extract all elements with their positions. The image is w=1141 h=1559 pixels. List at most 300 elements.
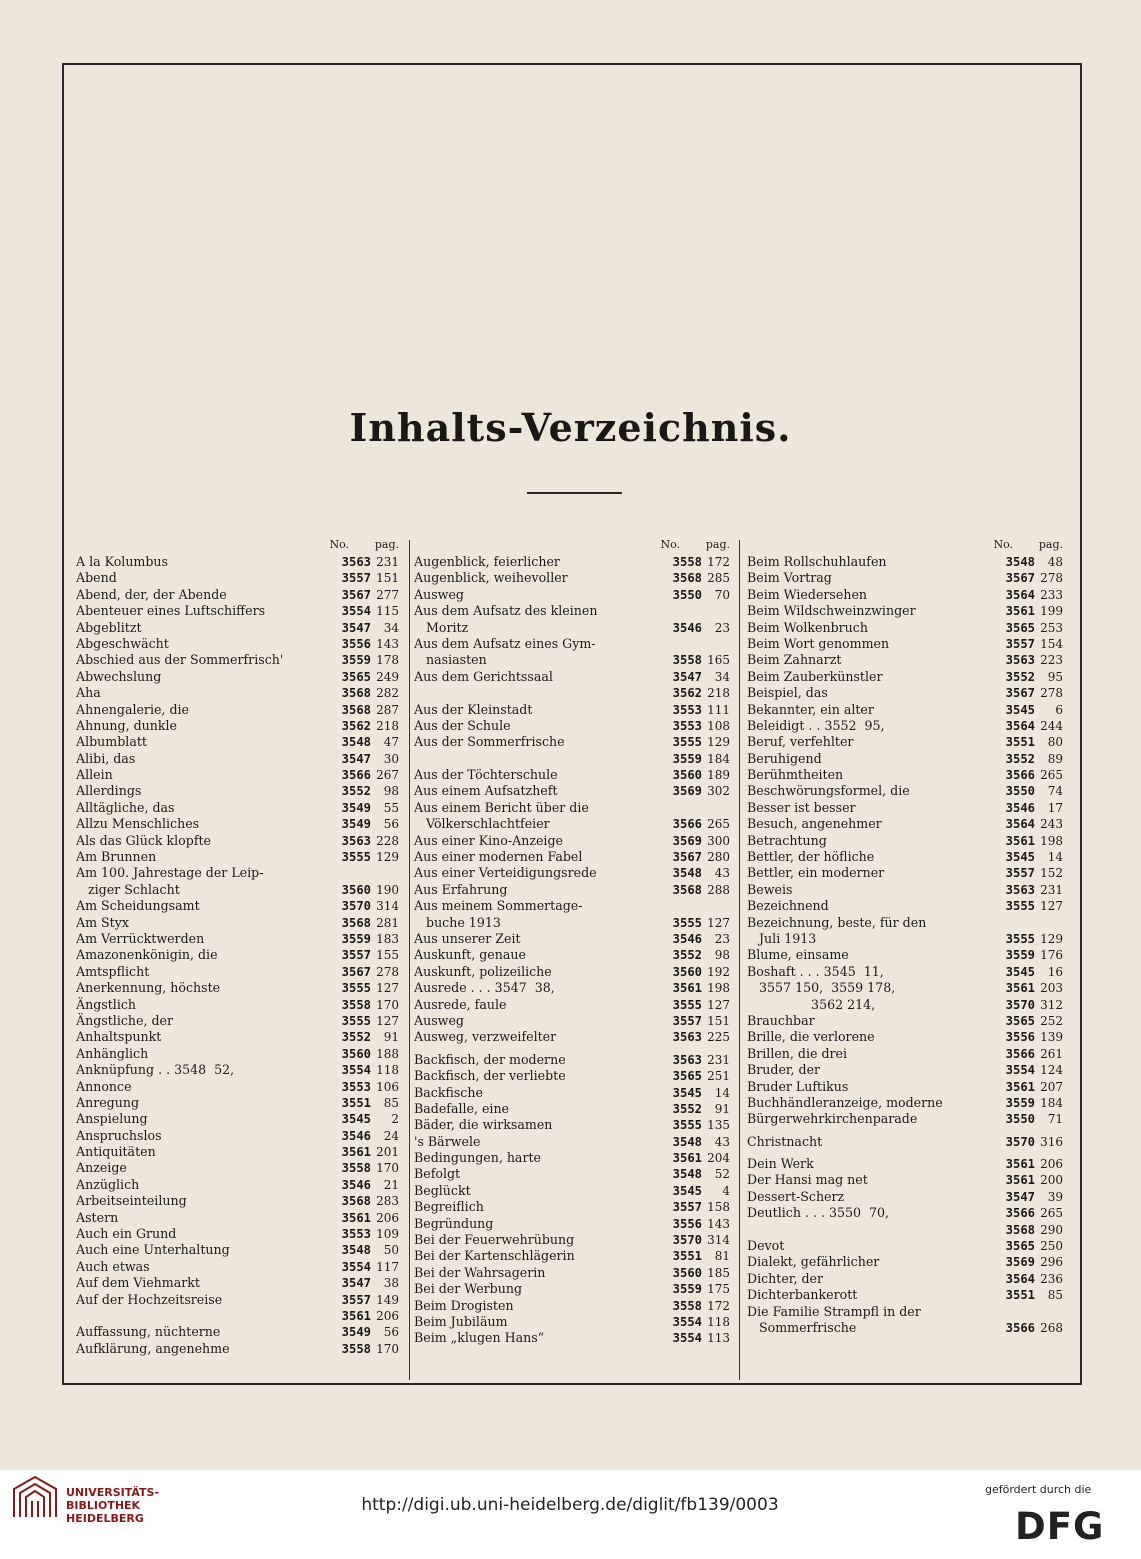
index-entry xyxy=(76,1226,401,1242)
entry-title: Beim Jubiläum xyxy=(414,1313,508,1329)
page-number: 55 xyxy=(383,800,399,815)
page-number: 188 xyxy=(376,1046,399,1061)
index-entry xyxy=(414,734,732,750)
index-entry xyxy=(414,767,732,783)
page-number: 124 xyxy=(1040,1063,1063,1078)
page-number: 198 xyxy=(707,981,730,996)
library-name-line: BIBLIOTHEK xyxy=(66,1499,141,1512)
entry-title: Anregung xyxy=(76,1094,140,1110)
entry-title: Aus dem Aufsatz des kleinen xyxy=(414,603,598,619)
issue-number: 3569 xyxy=(1005,1255,1035,1270)
page-title: Inhalts-Verzeichnis. xyxy=(349,405,792,450)
entry-title: Ahnung, dunkle xyxy=(76,717,178,733)
issue-number: 3555 xyxy=(341,981,371,996)
issue-number: 3556 xyxy=(1005,1030,1035,1045)
entry-title: Bruder, der xyxy=(747,1062,821,1078)
issue-number: 3569 xyxy=(672,784,702,799)
issue-number: 3560 xyxy=(672,768,702,783)
issue-number: 3556 xyxy=(341,636,371,651)
entry-title: Völkerschlachtfeier xyxy=(414,816,550,832)
entry-title: Betrachtung xyxy=(747,832,827,848)
page-number: 265 xyxy=(1040,768,1063,783)
index-entry xyxy=(747,964,1065,980)
index-entry xyxy=(414,1314,732,1330)
column-divider xyxy=(409,540,410,1380)
index-entry xyxy=(747,1304,1065,1320)
column-header xyxy=(76,538,401,554)
entry-title: Aus der Kleinstadt xyxy=(414,701,533,717)
issue-number: 3561 xyxy=(1005,1157,1035,1172)
issue-number: 3545 xyxy=(341,1112,371,1127)
index-entry xyxy=(747,587,1065,603)
index-entry xyxy=(747,783,1065,799)
page-number: 192 xyxy=(707,964,730,979)
issue-number: 3555 xyxy=(341,1013,371,1028)
index-entry xyxy=(414,636,732,652)
page-number: 43 xyxy=(714,866,730,881)
page-number: 89 xyxy=(1047,751,1063,766)
issue-number: 3565 xyxy=(341,669,371,684)
issue-number: 3563 xyxy=(672,1052,702,1067)
index-entry xyxy=(76,783,401,799)
entry-title: Beispiel, das xyxy=(747,685,828,701)
university-library-logo-icon xyxy=(10,1473,60,1521)
issue-number: 3559 xyxy=(672,1282,702,1297)
page-number: 278 xyxy=(1040,571,1063,586)
index-entry xyxy=(747,1238,1065,1254)
entry-title: Beim „klugen Hans“ xyxy=(414,1330,545,1346)
page-number: 252 xyxy=(1040,1013,1063,1028)
entry-title: Aus der Sommerfrische xyxy=(414,734,565,750)
index-entry xyxy=(76,1177,401,1193)
issue-number: 3568 xyxy=(672,882,702,897)
page-number: 249 xyxy=(376,669,399,684)
page-number: 52 xyxy=(714,1167,730,1182)
entry-title: Auch eine Unterhaltung xyxy=(76,1242,230,1258)
page-number: 277 xyxy=(376,587,399,602)
issue-number: 3557 xyxy=(1005,866,1035,881)
issue-number: 3545 xyxy=(672,1085,702,1100)
page-number: 48 xyxy=(1047,555,1063,569)
entry-title: Juli 1913 xyxy=(747,930,817,946)
issue-number: 3557 xyxy=(341,571,371,586)
issue-number: 3568 xyxy=(341,1194,371,1209)
page-header: pag. xyxy=(705,538,730,551)
issue-number: 3561 xyxy=(672,981,702,996)
index-entry xyxy=(747,734,1065,750)
issue-number: 3553 xyxy=(341,1079,371,1094)
entry-title: Am 100. Jahrestage der Leip- xyxy=(76,865,264,881)
page-number: 170 xyxy=(376,1341,399,1356)
page-number: 206 xyxy=(1040,1157,1063,1172)
page-number: 204 xyxy=(707,1151,730,1166)
issue-number: 3551 xyxy=(1005,735,1035,750)
page-number: 281 xyxy=(376,915,399,930)
entry-title: 's Bärwele xyxy=(414,1133,481,1149)
page-number: 176 xyxy=(1040,948,1063,963)
page-number: 151 xyxy=(707,1013,730,1028)
issue-number: 3565 xyxy=(1005,620,1035,635)
page-number: 113 xyxy=(707,1331,730,1346)
index-entry xyxy=(747,947,1065,963)
page-number: 265 xyxy=(1040,1206,1063,1221)
page-number: 170 xyxy=(376,997,399,1012)
page-number: 172 xyxy=(707,1298,730,1313)
issue-number: 3564 xyxy=(1005,718,1035,733)
issue-number: 3555 xyxy=(1005,931,1035,946)
page-number: 185 xyxy=(707,1265,730,1280)
issue-number: 3567 xyxy=(1005,686,1035,701)
index-entry xyxy=(414,947,732,963)
issue-number: 3566 xyxy=(1005,768,1035,783)
page-number: 118 xyxy=(707,1314,730,1329)
page-number: 218 xyxy=(376,718,399,733)
index-entry xyxy=(414,685,732,701)
issue-number: 3552 xyxy=(341,1030,371,1045)
entry-title: Badefalle, eine xyxy=(414,1100,510,1116)
entry-title: Beruf, verfehlter xyxy=(747,734,854,750)
issue-number: 3557 xyxy=(1005,636,1035,651)
issue-number: 3566 xyxy=(672,817,702,832)
entry-title: Auf der Hochzeitsreise xyxy=(76,1291,223,1307)
issue-number: 3563 xyxy=(341,833,371,848)
index-entry xyxy=(76,1079,401,1095)
page-number: 199 xyxy=(1040,604,1063,619)
page-number: 175 xyxy=(707,1282,730,1297)
issue-number: 3558 xyxy=(672,653,702,668)
index-entry xyxy=(414,980,732,996)
entry-title: Ängstlich xyxy=(76,996,137,1012)
entry-title: Devot xyxy=(747,1238,785,1254)
entry-title: Bedingungen, harte xyxy=(414,1150,541,1166)
library-name-line: HEIDELBERG xyxy=(66,1512,144,1525)
index-entry xyxy=(76,669,401,685)
index-entry xyxy=(76,570,401,586)
entry-title: Moritz xyxy=(414,619,469,635)
issue-number: 3560 xyxy=(672,1265,702,1280)
index-entry xyxy=(747,636,1065,652)
page-number: 4 xyxy=(722,1183,730,1198)
issue-number: 3561 xyxy=(1005,981,1035,996)
issue-number: 3547 xyxy=(341,751,371,766)
index-entry xyxy=(414,702,732,718)
page-number: 6 xyxy=(1055,702,1063,717)
page-number: 56 xyxy=(383,817,399,832)
entry-title: Augenblick, feierlicher xyxy=(414,554,560,569)
issue-number: 3558 xyxy=(341,1341,371,1356)
number-header: No. xyxy=(329,538,349,551)
page-number: 30 xyxy=(383,751,399,766)
issue-number: 3552 xyxy=(341,784,371,799)
column-header xyxy=(747,538,1065,554)
page-number: 71 xyxy=(1047,1112,1063,1127)
entry-title: Bezeichnend xyxy=(747,898,829,914)
issue-number: 3551 xyxy=(672,1249,702,1264)
entry-title: Am Scheidungsamt xyxy=(76,898,200,914)
index-entry xyxy=(747,849,1065,865)
page-number: 267 xyxy=(376,768,399,783)
funding-caption: gefördert durch die xyxy=(985,1483,1092,1496)
entry-title: Besuch, angenehmer xyxy=(747,816,882,832)
page-number: 243 xyxy=(1040,817,1063,832)
page-number: 129 xyxy=(1040,931,1063,946)
issue-number: 3555 xyxy=(672,915,702,930)
entry-title: buche 1913 xyxy=(414,914,501,930)
entry-title: Bekannter, ein alter xyxy=(747,701,874,717)
entry-title: Allerdings xyxy=(76,783,142,799)
page-number: 111 xyxy=(707,702,730,717)
index-entry xyxy=(76,587,401,603)
index-entry xyxy=(76,603,401,619)
issue-number: 3554 xyxy=(672,1331,702,1346)
issue-number: 3551 xyxy=(1005,1288,1035,1303)
page-number: 206 xyxy=(376,1308,399,1323)
entry-title: Antiquitäten xyxy=(76,1144,156,1160)
entry-title: Beim Drogisten xyxy=(414,1297,514,1313)
entry-title: Aus unserer Zeit xyxy=(414,930,521,946)
index-entry xyxy=(76,1275,401,1291)
issue-number: 3561 xyxy=(341,1308,371,1323)
entry-title: Begreiflich xyxy=(414,1199,484,1215)
page-number: 108 xyxy=(707,718,730,733)
page-number: 81 xyxy=(714,1249,730,1264)
index-entry xyxy=(76,997,401,1013)
issue-number: 3559 xyxy=(1005,948,1035,963)
entry-title: Auf dem Viehmarkt xyxy=(76,1275,200,1291)
index-entry xyxy=(76,833,401,849)
page-number: 316 xyxy=(1040,1134,1063,1149)
index-entry xyxy=(414,1265,732,1281)
entry-title: 3557 150, 3559 178, xyxy=(747,980,896,996)
page-number: 218 xyxy=(707,686,730,701)
entry-title: Bezeichnung, beste, für den xyxy=(747,914,927,930)
page-number: 14 xyxy=(714,1085,730,1100)
issue-number: 3549 xyxy=(341,817,371,832)
entry-title: Begründung xyxy=(414,1215,494,1231)
index-entry xyxy=(747,554,1065,570)
index-entry xyxy=(414,931,732,947)
page-number: 34 xyxy=(714,669,730,684)
index-entry xyxy=(76,1046,401,1062)
issue-number: 3548 xyxy=(341,735,371,750)
issue-number: 3566 xyxy=(341,768,371,783)
entry-title: Dialekt, gefährlicher xyxy=(747,1254,880,1270)
page-number: 21 xyxy=(383,1177,399,1192)
entry-title: Beim Rollschuhlaufen xyxy=(747,554,887,569)
page-number: 278 xyxy=(1040,686,1063,701)
index-entry xyxy=(76,1095,401,1111)
page-number: 16 xyxy=(1047,964,1063,979)
library-name-line: UNIVERSITÄTS- xyxy=(66,1486,160,1499)
page-number: 189 xyxy=(707,768,730,783)
entry-title: Bürgerwehrkirchenparade xyxy=(747,1111,918,1127)
index-entry xyxy=(747,1205,1065,1221)
issue-number: 3555 xyxy=(672,997,702,1012)
issue-number: 3552 xyxy=(1005,669,1035,684)
entry-title: Beim Wildschweinzwinger xyxy=(747,603,916,619)
index-entry xyxy=(76,915,401,931)
issue-number: 3551 xyxy=(341,1095,371,1110)
entry-title: Der Hansi mag net xyxy=(747,1172,868,1188)
index-entry xyxy=(747,931,1065,947)
index-entry xyxy=(414,1013,732,1029)
permalink-url[interactable]: http://digi.ub.uni-heidelberg.de/diglit/fb139/0003 xyxy=(361,1495,779,1515)
page-number: 56 xyxy=(383,1325,399,1340)
issue-number: 3560 xyxy=(672,964,702,979)
page-number: 127 xyxy=(376,981,399,996)
column-divider xyxy=(739,540,740,1380)
index-entry xyxy=(414,603,732,619)
number-header: No. xyxy=(993,538,1013,551)
page-number: 2 xyxy=(391,1112,399,1127)
page-number: 154 xyxy=(1040,636,1063,651)
index-entry xyxy=(747,570,1065,586)
issue-number: 3552 xyxy=(672,1101,702,1116)
entry-title: Sommerfrische xyxy=(747,1319,857,1335)
issue-number: 3545 xyxy=(1005,850,1035,865)
entry-title: Ausrede . . . 3547 38, xyxy=(414,980,555,996)
index-entry xyxy=(76,718,401,734)
index-entry xyxy=(76,1128,401,1144)
entry-title: Am Brunnen xyxy=(76,849,157,865)
entry-title: Aus einer Verteidigungsrede xyxy=(414,865,597,881)
entry-title: Aus dem Aufsatz eines Gym- xyxy=(414,635,596,651)
index-entry xyxy=(747,1156,1065,1172)
entry-title: Beim Wiedersehen xyxy=(747,586,868,602)
index-entry xyxy=(414,800,732,816)
index-entry xyxy=(76,685,401,701)
page-number: 158 xyxy=(707,1200,730,1215)
issue-number: 3561 xyxy=(672,1151,702,1166)
page-number: 206 xyxy=(376,1210,399,1225)
index-entry xyxy=(414,570,732,586)
number-header: No. xyxy=(660,538,680,551)
entry-title: Aha xyxy=(76,685,101,701)
index-entry xyxy=(747,1013,1065,1029)
entry-title: Besser ist besser xyxy=(747,799,856,815)
index-entry xyxy=(76,620,401,636)
index-entry xyxy=(747,1254,1065,1270)
entry-title: Befolgt xyxy=(414,1166,461,1182)
entry-title: Allzu Menschliches xyxy=(76,816,200,832)
entry-title: Anzeige xyxy=(76,1160,127,1176)
column-header xyxy=(414,538,732,554)
entry-title: Boshaft . . . 3545 11, xyxy=(747,963,884,979)
entry-title: Abschied aus der Sommerfrisch' xyxy=(76,652,284,668)
page-number: 23 xyxy=(714,620,730,635)
entry-title: Beweis xyxy=(747,881,793,897)
index-entry xyxy=(76,931,401,947)
page-number: 231 xyxy=(707,1052,730,1067)
page-number: 231 xyxy=(1040,882,1063,897)
index-column-3 xyxy=(747,538,1065,1336)
entry-title: Beim Wort genommen xyxy=(747,635,890,651)
entry-title: Aus einem Aufsatzheft xyxy=(414,783,558,799)
issue-number: 3554 xyxy=(341,1259,371,1274)
index-entry xyxy=(414,1150,732,1166)
index-entry xyxy=(414,915,732,931)
page-number: 129 xyxy=(376,850,399,865)
issue-number: 3554 xyxy=(341,1063,371,1078)
page-number: 170 xyxy=(376,1161,399,1176)
issue-number: 3568 xyxy=(341,702,371,717)
issue-number: 3562 xyxy=(672,686,702,701)
page-number: 184 xyxy=(707,751,730,766)
entry-title: Blume, einsame xyxy=(747,947,849,963)
issue-number: 3566 xyxy=(1005,1206,1035,1221)
entry-title: Anhänglich xyxy=(76,1045,149,1061)
page-number: 127 xyxy=(707,997,730,1012)
issue-number: 3550 xyxy=(1005,784,1035,799)
page-number: 155 xyxy=(376,948,399,963)
issue-number: 3567 xyxy=(672,850,702,865)
index-entry xyxy=(747,718,1065,734)
page-number: 135 xyxy=(707,1118,730,1133)
page-number: 98 xyxy=(383,784,399,799)
issue-number: 3557 xyxy=(341,948,371,963)
issue-number: 3554 xyxy=(341,604,371,619)
issue-number: 3546 xyxy=(341,1177,371,1192)
entry-title: Aus Erfahrung xyxy=(414,881,508,897)
issue-number: 3568 xyxy=(672,571,702,586)
index-entry xyxy=(76,1193,401,1209)
page-number: 117 xyxy=(376,1259,399,1274)
issue-number: 3560 xyxy=(341,1046,371,1061)
index-entry xyxy=(414,1029,732,1045)
page-number: 285 xyxy=(707,571,730,586)
issue-number: 3565 xyxy=(1005,1239,1035,1254)
index-entry xyxy=(747,865,1065,881)
entry-title: Auskunft, polizeiliche xyxy=(414,963,552,979)
entry-title: Ahnengalerie, die xyxy=(76,701,189,717)
issue-number: 3557 xyxy=(672,1200,702,1215)
page-number: 74 xyxy=(1047,784,1063,799)
index-entry xyxy=(414,1199,732,1215)
entry-title: Alltägliche, das xyxy=(76,799,175,815)
index-entry xyxy=(414,1183,732,1199)
title-rule xyxy=(527,492,622,494)
issue-number: 3548 xyxy=(672,866,702,881)
page-number: 201 xyxy=(376,1145,399,1160)
entry-title: Deutlich . . . 3550 70, xyxy=(747,1205,890,1221)
entry-title: Alibi, das xyxy=(76,750,136,766)
index-entry xyxy=(76,1144,401,1160)
index-entry xyxy=(414,1117,732,1133)
entry-title: Amazonenkönigin, die xyxy=(76,947,218,963)
entry-title: Bei der Werbung xyxy=(414,1281,523,1297)
index-entry xyxy=(747,603,1065,619)
entry-title: Abend xyxy=(76,570,117,586)
issue-number: 3564 xyxy=(1005,587,1035,602)
index-column-1 xyxy=(76,538,401,1357)
issue-number: 3569 xyxy=(672,833,702,848)
entry-title: Bettler, ein moderner xyxy=(747,865,885,881)
page-number: 34 xyxy=(383,620,399,635)
page-number: 261 xyxy=(1040,1046,1063,1061)
page-number: 143 xyxy=(707,1216,730,1231)
page-number: 17 xyxy=(1047,800,1063,815)
entry-title: Anspielung xyxy=(76,1111,148,1127)
issue-number: 3550 xyxy=(1005,1112,1035,1127)
index-entry xyxy=(414,1068,732,1084)
entry-title: Beleidigt . . 3552 95, xyxy=(747,717,885,733)
entry-title: Abenteuer eines Luftschiffers xyxy=(76,603,266,619)
index-entry xyxy=(76,751,401,767)
issue-number: 3568 xyxy=(1005,1222,1035,1237)
index-entry xyxy=(414,620,732,636)
issue-number: 3548 xyxy=(672,1167,702,1182)
entry-title: Aus der Schule xyxy=(414,717,511,733)
